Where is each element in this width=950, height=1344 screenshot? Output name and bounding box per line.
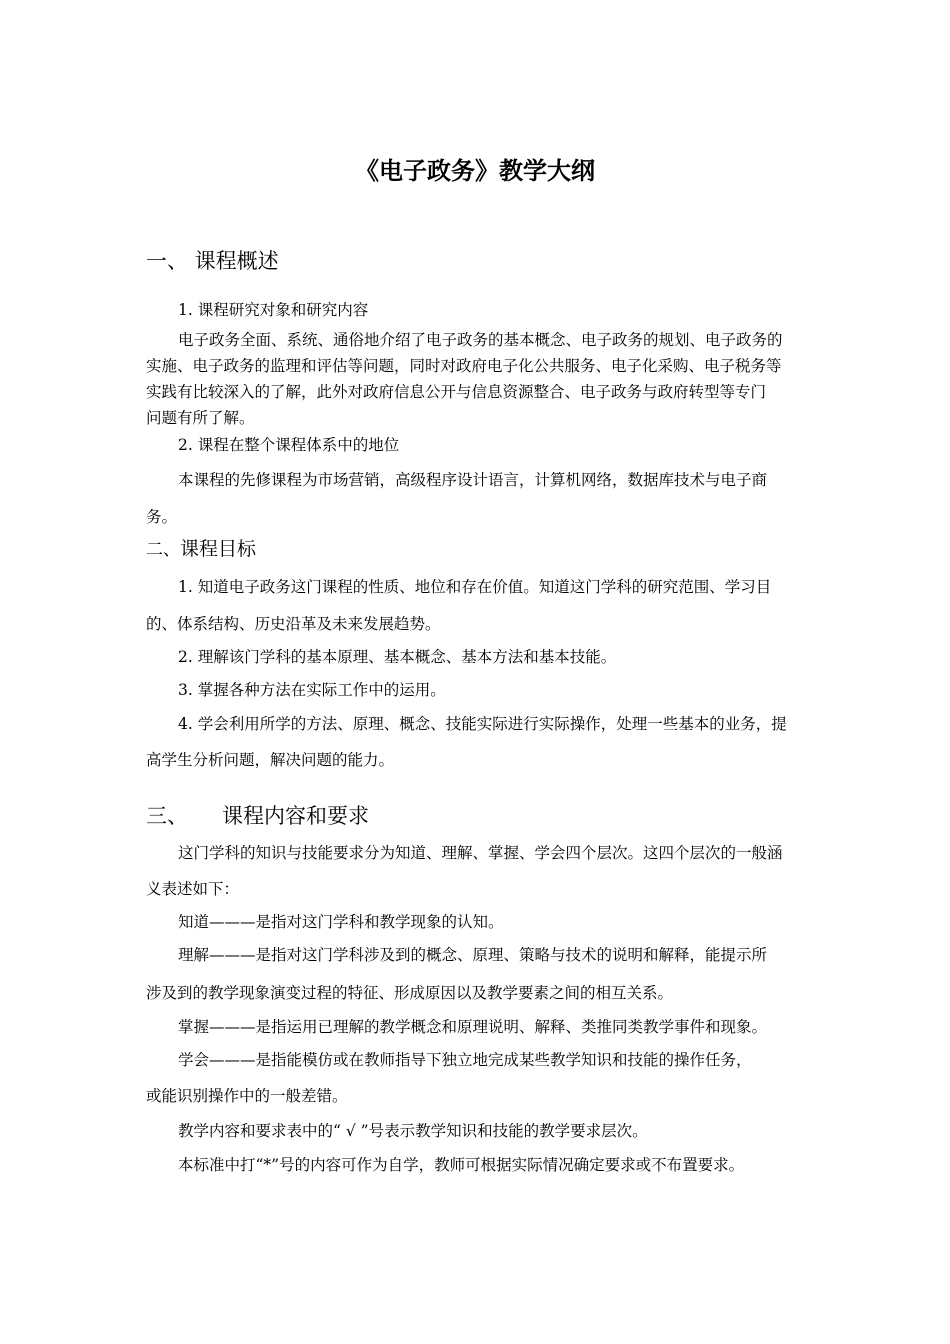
section3-paragraph-line: 这门学科的知识与技能要求分为知道、理解、掌握、学会四个层次。这四个层次的一般涵 (178, 844, 783, 862)
section3-paragraph-line: 教学内容和要求表中的“ √ ”号表示教学知识和技能的教学要求层次。 (178, 1122, 648, 1140)
section3-paragraph-line: 知道———是指对这门学科和教学现象的认知。 (178, 913, 504, 931)
goal-1-line: 1. 知道电子政务这门课程的性质、地位和存在价值。知道这门学科的研究范围、学习目 (178, 578, 772, 596)
section1-item2-line: 本课程的先修课程为市场营销，高级程序设计语言，计算机网络，数据库技术与电子商 (178, 471, 768, 489)
document-title: 《电子政务》教学大纲 (355, 157, 595, 185)
goal-4-line: 4. 学会利用所学的方法、原理、概念、技能实际进行实际操作，处理一些基本的业务，提 (178, 715, 787, 733)
section3-heading-number: 三、 (146, 804, 188, 828)
section1-item2-line: 务。 (146, 508, 178, 526)
section1-heading: 一、 课程概述 (146, 249, 279, 273)
section3-paragraph-line: 或能识别操作中的一般差错。 (146, 1087, 348, 1105)
section3-paragraph-line: 义表述如下： (146, 880, 240, 898)
section3-paragraph-line: 学会———是指能模仿或在教师指导下独立地完成某些教学知识和技能的操作任务， (178, 1051, 752, 1069)
section1-item1-label: 1. 课程研究对象和研究内容 (178, 301, 369, 319)
section1-item2-label: 2. 课程在整个课程体系中的地位 (178, 436, 400, 454)
section2-heading-number: 二、 (146, 540, 180, 560)
goal-3-line: 3. 掌握各种方法在实际工作中的运用。 (178, 681, 446, 699)
goal-4-line: 高学生分析问题，解决问题的能力。 (146, 751, 395, 769)
goal-1-line: 的、体系结构、历史沿革及未来发展趋势。 (146, 615, 441, 633)
section2-heading (146, 535, 256, 564)
section3-paragraph-line: 掌握———是指运用已理解的教学概念和原理说明、解释、类推同类教学事件和现象。 (178, 1018, 768, 1036)
section3-paragraph-line: 涉及到的教学现象演变过程的特征、形成原因以及教学要素之间的相互关系。 (146, 984, 674, 1002)
section3-heading-text: 课程内容和要求 (222, 804, 369, 828)
section1-item1-line: 问题有所了解。 (146, 409, 255, 427)
section3-heading (146, 801, 369, 831)
goal-2-line: 2. 理解该门学科的基本原理、基本概念、基本方法和基本技能。 (178, 648, 617, 666)
section3-paragraph-line: 本标准中打“*”号的内容可作为自学，教师可根据实际情况确定要求或不布置要求。 (178, 1156, 745, 1174)
section3-paragraph-line: 理解———是指对这门学科涉及到的概念、原理、策略与技术的说明和解释，能提示所 (178, 946, 768, 964)
section1-item1-line: 实践有比较深入的了解，此外对政府信息公开与信息资源整合、电子政务与政府转型等专门 (146, 383, 767, 401)
section1-item1-line: 实施、电子政务的监理和评估等问题，同时对政府电子化公共服务、电子化采购、电子税务等 (146, 357, 782, 375)
section2-heading-text: 课程目标 (180, 538, 257, 560)
section1-item1-line: 电子政务全面、系统、通俗地介绍了电子政务的基本概念、电子政务的规划、电子政务的 (178, 331, 783, 349)
